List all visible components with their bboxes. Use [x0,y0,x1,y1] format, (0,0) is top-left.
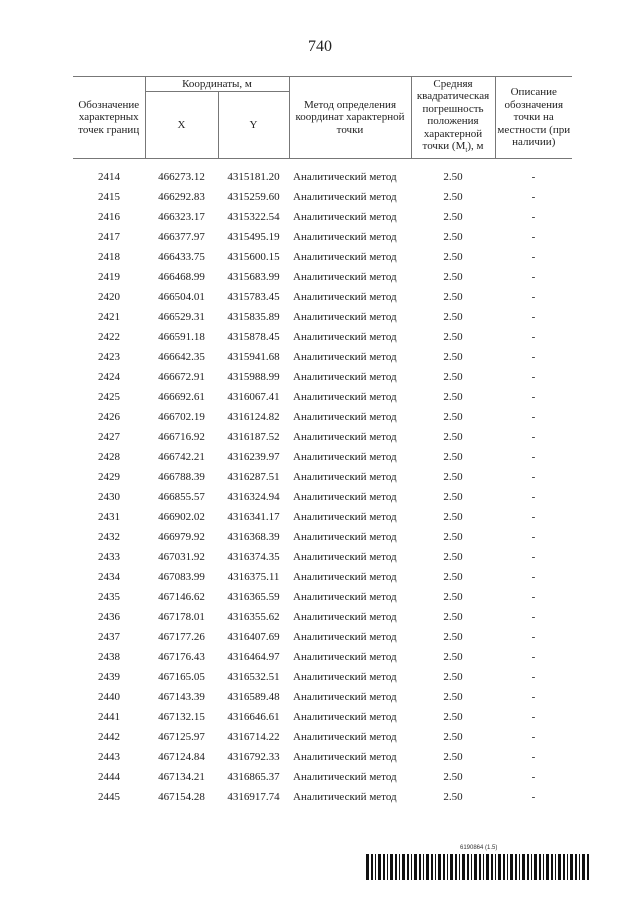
x-coordinate-cell: 467154.28 [158,791,205,803]
x-coordinate-cell: 466377.97 [158,231,205,243]
method-cell: Аналитический метод [293,451,397,463]
y-coordinate-cell: 4315835.89 [227,311,280,323]
method-cell: Аналитический метод [293,231,397,243]
description-cell: - [531,251,536,263]
point-id-cell: 2415 [98,191,120,203]
header-coordinates: Координаты, м [145,77,289,92]
method-cell: Аналитический метод [293,491,397,503]
error-cell: 2.50 [443,391,463,403]
x-coordinate-cell: 466672.91 [158,371,205,383]
table-row [73,487,572,507]
description-cell: - [531,651,536,663]
description-cell: - [531,371,536,383]
description-cell: - [531,631,536,643]
description-cell: - [531,351,536,363]
point-id-cell: 2428 [98,451,120,463]
error-cell: 2.50 [443,751,463,763]
method-cell: Аналитический метод [293,391,397,403]
error-cell: 2.50 [443,771,463,783]
barcode-image [366,854,590,880]
point-id-cell: 2416 [98,211,120,223]
error-cell: 2.50 [443,511,463,523]
method-cell: Аналитический метод [293,371,397,383]
table-row [73,307,572,327]
method-cell: Аналитический метод [293,171,397,183]
y-coordinate-cell: 4316374.35 [227,551,280,563]
x-coordinate-cell: 467124.84 [158,751,205,763]
y-coordinate-cell: 4316375.11 [227,571,280,583]
table-row [73,447,572,467]
x-coordinate-cell: 466529.31 [158,311,205,323]
table-body [73,167,572,807]
table-row [73,547,572,567]
point-id-cell: 2436 [98,611,120,623]
method-cell: Аналитический метод [293,251,397,263]
error-cell: 2.50 [443,431,463,443]
point-id-cell: 2422 [98,331,120,343]
method-cell: Аналитический метод [293,211,397,223]
x-coordinate-cell: 467178.01 [158,611,205,623]
table-row [73,747,572,767]
table-row [73,667,572,687]
method-cell: Аналитический метод [293,751,397,763]
table-row [73,427,572,447]
method-cell: Аналитический метод [293,511,397,523]
point-id-cell: 2427 [98,431,120,443]
x-coordinate-cell: 467177.26 [158,631,205,643]
error-cell: 2.50 [443,231,463,243]
description-cell: - [531,571,536,583]
x-coordinate-cell: 466468.99 [158,271,205,283]
error-cell: 2.50 [443,451,463,463]
point-id-cell: 2420 [98,291,120,303]
table-row [73,587,572,607]
description-cell: - [531,451,536,463]
point-id-cell: 2426 [98,411,120,423]
table-row [73,507,572,527]
point-id-cell: 2414 [98,171,120,183]
point-id-cell: 2435 [98,591,120,603]
x-coordinate-cell: 467134.21 [158,771,205,783]
x-coordinate-cell: 466788.39 [158,471,205,483]
description-cell: - [531,591,536,603]
x-coordinate-cell: 466979.92 [158,531,205,543]
point-id-cell: 2444 [98,771,120,783]
error-cell: 2.50 [443,591,463,603]
table-row [73,287,572,307]
y-coordinate-cell: 4316589.48 [227,691,280,703]
x-coordinate-cell: 467132.15 [158,711,205,723]
point-id-cell: 2439 [98,671,120,683]
error-cell: 2.50 [443,331,463,343]
description-cell: - [531,551,536,563]
method-cell: Аналитический метод [293,311,397,323]
table-row [73,407,572,427]
description-cell: - [531,431,536,443]
table-row [73,387,572,407]
method-cell: Аналитический метод [293,631,397,643]
table-row [73,267,572,287]
header-y: Y [218,92,289,159]
y-coordinate-cell: 4315600.15 [227,251,280,263]
x-coordinate-cell: 467143.39 [158,691,205,703]
description-cell: - [531,391,536,403]
table-row [73,607,572,627]
error-cell: 2.50 [443,171,463,183]
description-cell: - [531,791,536,803]
x-coordinate-cell: 466433.75 [158,251,205,263]
point-id-cell: 2443 [98,751,120,763]
x-coordinate-cell: 467031.92 [158,551,205,563]
error-cell: 2.50 [443,531,463,543]
error-cell: 2.50 [443,371,463,383]
y-coordinate-cell: 4315259.60 [227,191,280,203]
method-cell: Аналитический метод [293,691,397,703]
x-coordinate-cell: 467165.05 [158,671,205,683]
point-id-cell: 2440 [98,691,120,703]
method-cell: Аналитический метод [293,191,397,203]
description-cell: - [531,491,536,503]
description-cell: - [531,291,536,303]
y-coordinate-cell: 4315988.99 [227,371,280,383]
method-cell: Аналитический метод [293,351,397,363]
barcode-label: 6190864 (1.5) [460,845,498,851]
description-cell: - [531,271,536,283]
description-cell: - [531,171,536,183]
table-row [73,327,572,347]
description-cell: - [531,711,536,723]
method-cell: Аналитический метод [293,471,397,483]
table-row [73,247,572,267]
method-cell: Аналитический метод [293,591,397,603]
description-cell: - [531,671,536,683]
point-id-cell: 2418 [98,251,120,263]
point-id-cell: 2432 [98,531,120,543]
y-coordinate-cell: 4316355.62 [227,611,280,623]
description-cell: - [531,611,536,623]
method-cell: Аналитический метод [293,271,397,283]
y-coordinate-cell: 4316365.59 [227,591,280,603]
method-cell: Аналитический метод [293,531,397,543]
y-coordinate-cell: 4316532.51 [227,671,280,683]
y-coordinate-cell: 4316124.82 [227,411,280,423]
header-error: Средняя квадратическая погрешность положения характерной точки $(M_t)$, м [411,77,495,159]
x-coordinate-cell: 467125.97 [158,731,205,743]
y-coordinate-cell: 4316287.51 [227,471,280,483]
point-id-cell: 2445 [98,791,120,803]
x-coordinate-cell: 466716.92 [158,431,205,443]
table-row [73,727,572,747]
x-coordinate-cell: 466742.21 [158,451,205,463]
method-cell: Аналитический метод [293,431,397,443]
description-cell: - [531,211,536,223]
error-cell: 2.50 [443,471,463,483]
description-cell: - [531,691,536,703]
table-row [73,367,572,387]
method-cell: Аналитический метод [293,611,397,623]
description-cell: - [531,751,536,763]
description-cell: - [531,531,536,543]
point-id-cell: 2429 [98,471,120,483]
table-row [73,707,572,727]
error-cell: 2.50 [443,491,463,503]
y-coordinate-cell: 4316714.22 [227,731,280,743]
error-cell: 2.50 [443,411,463,423]
x-coordinate-cell: 466323.17 [158,211,205,223]
description-cell: - [531,511,536,523]
point-id-cell: 2425 [98,391,120,403]
x-coordinate-cell: 467146.62 [158,591,205,603]
point-id-cell: 2434 [98,571,120,583]
y-coordinate-cell: 4316464.97 [227,651,280,663]
point-id-cell: 2442 [98,731,120,743]
description-cell: - [531,231,536,243]
table-row [73,687,572,707]
error-cell: 2.50 [443,651,463,663]
point-id-cell: 2419 [98,271,120,283]
error-cell: 2.50 [443,671,463,683]
description-cell: - [531,471,536,483]
y-coordinate-cell: 4315683.99 [227,271,280,283]
y-coordinate-cell: 4316067.41 [227,391,280,403]
y-coordinate-cell: 4315878.45 [227,331,280,343]
error-cell: 2.50 [443,631,463,643]
y-coordinate-cell: 4316187.52 [227,431,280,443]
coordinates-table [73,76,572,807]
x-coordinate-cell: 466642.35 [158,351,205,363]
table-row [73,207,572,227]
x-coordinate-cell: 466692.61 [158,391,205,403]
point-id-cell: 2431 [98,511,120,523]
error-cell: 2.50 [443,271,463,283]
y-coordinate-cell: 4316239.97 [227,451,280,463]
description-cell: - [531,731,536,743]
point-id-cell: 2423 [98,351,120,363]
error-cell: 2.50 [443,791,463,803]
y-coordinate-cell: 4315181.20 [227,171,280,183]
description-cell: - [531,771,536,783]
table-row [73,527,572,547]
error-cell: 2.50 [443,291,463,303]
error-cell: 2.50 [443,351,463,363]
error-cell: 2.50 [443,311,463,323]
y-coordinate-cell: 4316865.37 [227,771,280,783]
error-cell: 2.50 [443,691,463,703]
point-id-cell: 2441 [98,711,120,723]
table-row [73,467,572,487]
point-id-cell: 2433 [98,551,120,563]
table-row [73,567,572,587]
table-row [73,187,572,207]
method-cell: Аналитический метод [293,651,397,663]
x-coordinate-cell: 466855.57 [158,491,205,503]
table-row [73,167,572,187]
table-header [73,77,572,159]
y-coordinate-cell: 4316646.61 [227,711,280,723]
header-method: Метод определения координат характерной точки [289,77,411,159]
header-designation: Обозначение характерных точек границ [73,77,145,159]
error-cell: 2.50 [443,711,463,723]
header-x: X [145,92,218,159]
description-cell: - [531,331,536,343]
y-coordinate-cell: 4316917.74 [227,791,280,803]
description-cell: - [531,191,536,203]
method-cell: Аналитический метод [293,671,397,683]
point-id-cell: 2437 [98,631,120,643]
table-row [73,787,572,807]
method-cell: Аналитический метод [293,291,397,303]
method-cell: Аналитический метод [293,771,397,783]
table-row [73,767,572,787]
x-coordinate-cell: 466292.83 [158,191,205,203]
x-coordinate-cell: 466902.02 [158,511,205,523]
method-cell: Аналитический метод [293,331,397,343]
y-coordinate-cell: 4316324.94 [227,491,280,503]
error-cell: 2.50 [443,211,463,223]
error-cell: 2.50 [443,551,463,563]
point-id-cell: 2424 [98,371,120,383]
y-coordinate-cell: 4316341.17 [227,511,280,523]
y-coordinate-cell: 4316368.39 [227,531,280,543]
x-coordinate-cell: 467176.43 [158,651,205,663]
description-cell: - [531,411,536,423]
y-coordinate-cell: 4316792.33 [227,751,280,763]
y-coordinate-cell: 4315495.19 [227,231,280,243]
method-cell: Аналитический метод [293,551,397,563]
x-coordinate-cell: 467083.99 [158,571,205,583]
method-cell: Аналитический метод [293,791,397,803]
method-cell: Аналитический метод [293,571,397,583]
x-coordinate-cell: 466591.18 [158,331,205,343]
x-coordinate-cell: 466504.01 [158,291,205,303]
y-coordinate-cell: 4316407.69 [227,631,280,643]
table-row [73,347,572,367]
x-coordinate-cell: 466273.12 [158,171,205,183]
y-coordinate-cell: 4315941.68 [227,351,280,363]
method-cell: Аналитический метод [293,731,397,743]
error-cell: 2.50 [443,571,463,583]
table-row [73,627,572,647]
point-id-cell: 2430 [98,491,120,503]
y-coordinate-cell: 4315783.45 [227,291,280,303]
page-number: 740 [308,38,332,55]
method-cell: Аналитический метод [293,711,397,723]
point-id-cell: 2417 [98,231,120,243]
header-description: Описание обозначения точки на местности (при наличии) [495,77,572,159]
description-cell: - [531,311,536,323]
table-row [73,227,572,247]
method-cell: Аналитический метод [293,411,397,423]
point-id-cell: 2421 [98,311,120,323]
error-cell: 2.50 [443,251,463,263]
error-cell: 2.50 [443,611,463,623]
error-cell: 2.50 [443,191,463,203]
table-row [73,647,572,667]
x-coordinate-cell: 466702.19 [158,411,205,423]
error-cell: 2.50 [443,731,463,743]
y-coordinate-cell: 4315322.54 [227,211,280,223]
point-id-cell: 2438 [98,651,120,663]
